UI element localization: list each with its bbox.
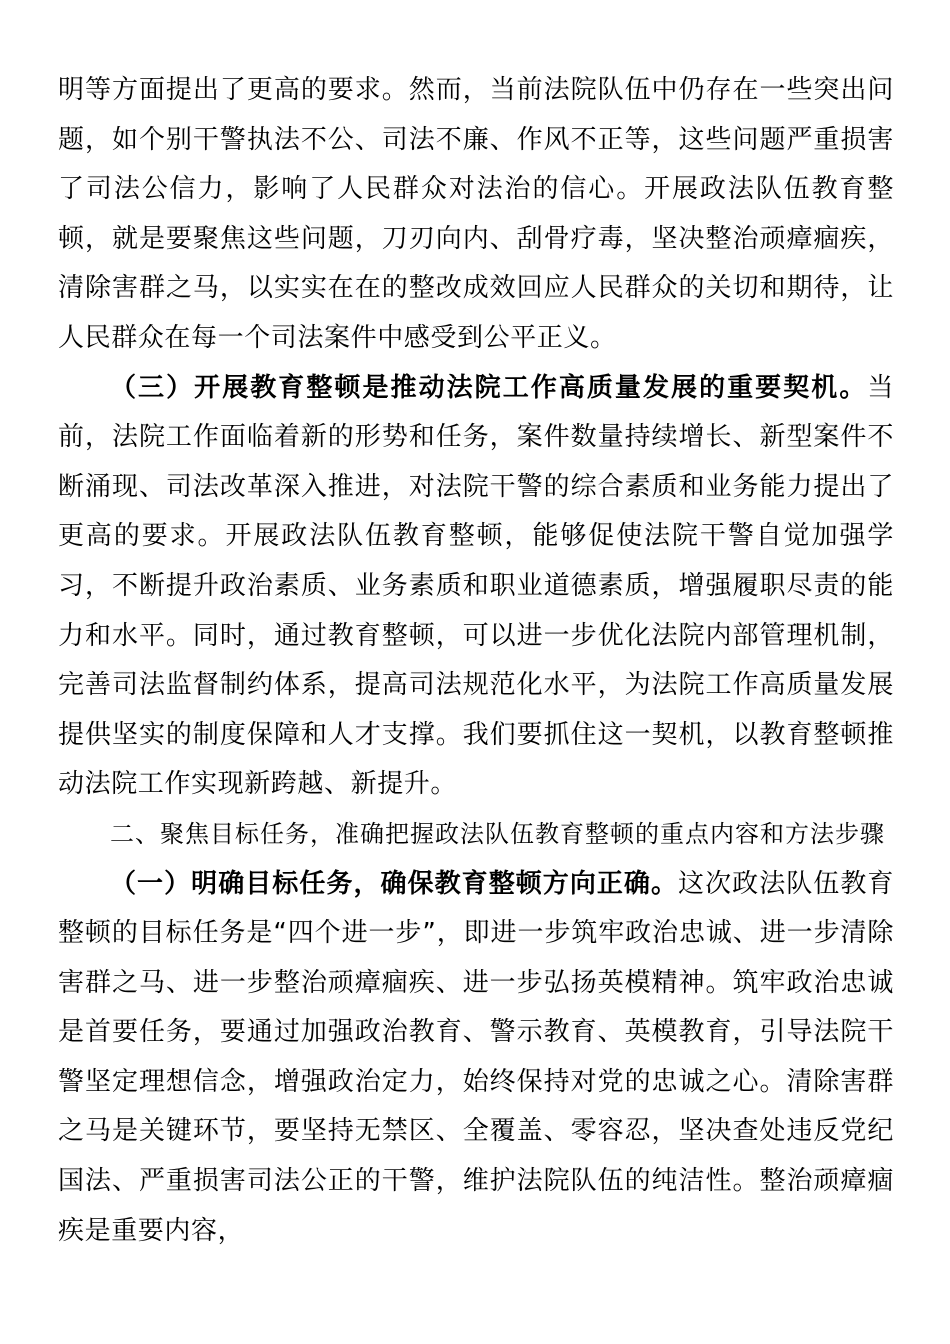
paragraph-section-1 [58, 860, 894, 1257]
section-3-body: 当前，法院工作面临着新的形势和任务，案件数量持续增长、新型案件不断涌现、司法改革深入推进，对法院干警的综合素质和业务能力提出了更高的要求。开展政法队伍教育整顿，能够促使法院干警自觉加强学习，不断提升政治素质、业务素质和职业道德素质，增强履职尽责的能力和水平。同时，通过教育整顿，可以进一步优化法院内部管理机制，完善司法监督制约体系，提高司法规范化水平，为法院工作高质量发展提供坚实的制度保障和人才支撑。我们要抓住这一契机，以教育整顿推动法院工作实现新跨越、新提升。 [58, 372, 894, 800]
section-1-body: 这次政法队伍教育整顿的目标任务是“四个进一步”，即进一步筑牢政治忠诚、进一步清除害群之马、进一步整治顽瘴痼疾、进一步弘扬英模精神。筑牢政治忠诚是首要任务，要通过加强政治教育、警示教育、英模教育，引导法院干警坚定理想信念，增强政治定力，始终保持对党的忠诚之心。清除害群之马是关键环节，要坚持无禁区、全覆盖、零容忍，坚决查处违反党纪国法、严重损害司法公正的干警，维护法院队伍的纯洁性。整治顽瘴痼疾是重要内容， [58, 868, 894, 1246]
chapter-2-heading: 二、聚焦目标任务，准确把握政法队伍教育整顿的重点内容和方法步骤 [110, 819, 885, 848]
paragraph-section-3 [58, 364, 894, 810]
section-1-heading: （一）明确目标任务，确保教育整顿方向正确。 [110, 868, 679, 899]
section-3-heading: （三）开展教育整顿是推动法院工作高质量发展的重要契机。 [110, 372, 868, 403]
document-page [58, 66, 894, 1256]
paragraph-continuation: 明等方面提出了更高的要求。然而，当前法院队伍中仍存在一些突出问题，如个别干警执法不公、司法不廉、作风不正等，这些问题严重损害了司法公信力，影响了人民群众对法治的信心。开展政法队伍教育整顿，就是要聚焦这些问题，刀刃向内、刮骨疗毒，坚决整治顽瘴痼疾，清除害群之马，以实实在在的整改成效回应人民群众的关切和期待，让人民群众在每一个司法案件中感受到公平正义。 [58, 75, 894, 353]
